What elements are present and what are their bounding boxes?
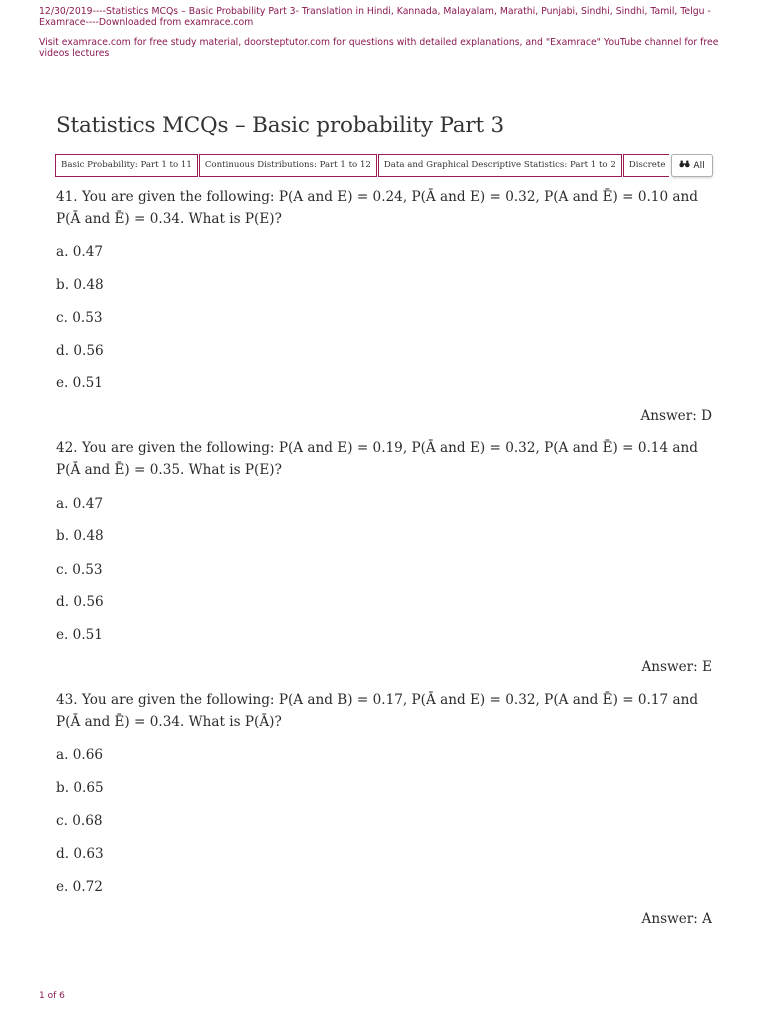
q41-option-a: a. 0.47	[56, 244, 104, 260]
page-number: 1 of 6	[39, 991, 65, 1001]
all-button-label: All	[693, 160, 705, 171]
q43-option-a: a. 0.66	[56, 747, 104, 763]
q42-option-e: e. 0.51	[56, 627, 103, 643]
tab-discrete[interactable]: Discrete	[623, 154, 669, 177]
q43-option-b: b. 0.65	[56, 780, 104, 796]
q43-option-e: e. 0.72	[56, 879, 103, 895]
all-topics-button[interactable]	[671, 154, 713, 177]
tab-basic-probability[interactable]: Basic Probability: Part 1 to 11	[55, 154, 198, 177]
q42-option-d: d. 0.56	[56, 594, 104, 610]
q42-option-c: c. 0.53	[56, 562, 103, 578]
q42-answer: Answer: E	[641, 659, 712, 675]
tab-descriptive-statistics[interactable]: Data and Graphical Descriptive Statistics: Part 1 to 2	[378, 154, 622, 177]
q43-answer: Answer: A	[641, 911, 712, 927]
q43-option-d: d. 0.63	[56, 846, 104, 862]
binoculars-icon	[679, 160, 690, 171]
header-visit-info: Visit examrace.com for free study material, doorsteptutor.com for questions with detailed explanations, and "Examrace" YouTube channel for free videos lectures	[39, 37, 719, 59]
q41-option-c: c. 0.53	[56, 310, 103, 326]
q41-answer: Answer: D	[640, 408, 712, 424]
q42-option-a: a. 0.47	[56, 496, 104, 512]
topic-tabs	[55, 154, 669, 177]
header-download-info: 12/30/2019----Statistics MCQs – Basic Probability Part 3- Translation in Hindi, Kannada, Malayalam, Marathi, Punjabi, Sindhi, Sindhi, Tamil, Telgu - Examrace----Downloaded from examrace.com	[39, 6, 711, 28]
question-43-text: 43. You are given the following: P(A and B) = 0.17, P(Ā and E) = 0.32, P(A and Ē) = 0.17 and P(Ā and Ē) = 0.34. What is P(Ā)?	[56, 692, 699, 730]
q41-option-b: b. 0.48	[56, 277, 104, 293]
q43-option-c: c. 0.68	[56, 813, 103, 829]
q41-option-e: e. 0.51	[56, 375, 103, 391]
question-42-text: 42. You are given the following: P(A and E) = 0.19, P(Ā and E) = 0.32, P(A and Ē) = 0.14 and P(Ā and Ē) = 0.35. What is P(E)?	[56, 440, 698, 478]
page-title: Statistics MCQs – Basic probability Part 3	[56, 113, 505, 138]
question-41-text: 41. You are given the following: P(A and E) = 0.24, P(Ā and E) = 0.32, P(A and Ē) = 0.10 and P(Ā and Ē) = 0.34. What is P(E)?	[56, 189, 698, 227]
q42-option-b: b. 0.48	[56, 528, 104, 544]
q41-option-d: d. 0.56	[56, 343, 104, 359]
tab-continuous-distributions[interactable]: Continuous Distributions: Part 1 to 12	[199, 154, 377, 177]
